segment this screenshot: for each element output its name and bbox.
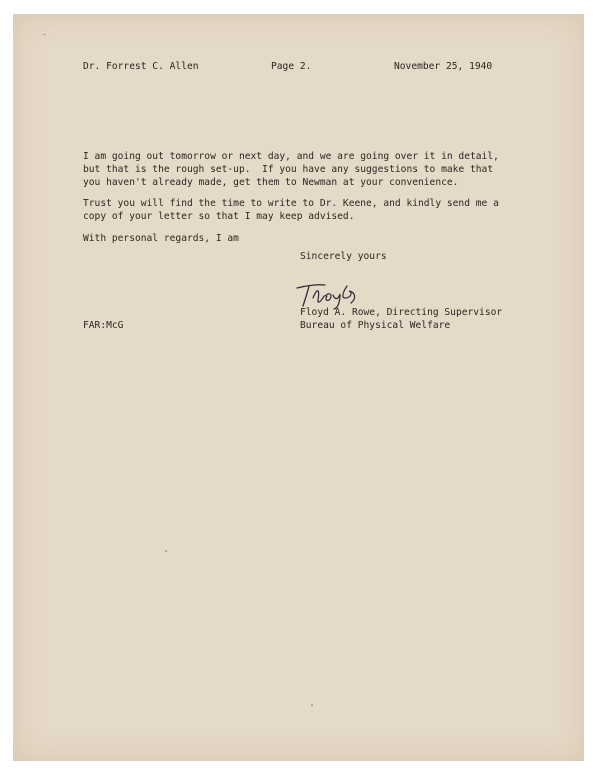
paragraph-line: but that is the rough set-up. If you have any suggestions to make that — [83, 163, 494, 175]
paragraph-line: I am going out tomorrow or next day, and we are going over it in detail, — [83, 151, 499, 162]
paper-speck — [165, 550, 167, 552]
letter-page — [13, 14, 584, 761]
paragraph-line: Trust you will find the time to write to Dr. Keene, and kindly send me a — [83, 198, 499, 209]
signer-department: Bureau of Physical Welfare — [300, 320, 451, 331]
header-recipient: Dr. Forrest C. Allen — [83, 61, 199, 72]
closing-line: With personal regards, I am — [83, 233, 239, 244]
paragraph-line: you haven't already made, get them to Newman at your convenience. — [83, 176, 459, 188]
paper-speck — [311, 704, 313, 706]
paragraph-line: copy of your letter so that I may keep advised. — [83, 210, 355, 222]
body-paragraph-2 — [83, 198, 499, 224]
reference-initials: FAR:McG — [83, 320, 124, 331]
paper-speck — [43, 34, 46, 35]
complimentary-close: Sincerely yours — [300, 251, 387, 262]
body-paragraph-1 — [83, 151, 499, 189]
signer-name-title: Floyd A. Rowe, Directing Supervisor — [300, 307, 503, 318]
header-date: November 25, 1940 — [394, 61, 493, 72]
header-page-number: Page 2. — [271, 61, 312, 72]
